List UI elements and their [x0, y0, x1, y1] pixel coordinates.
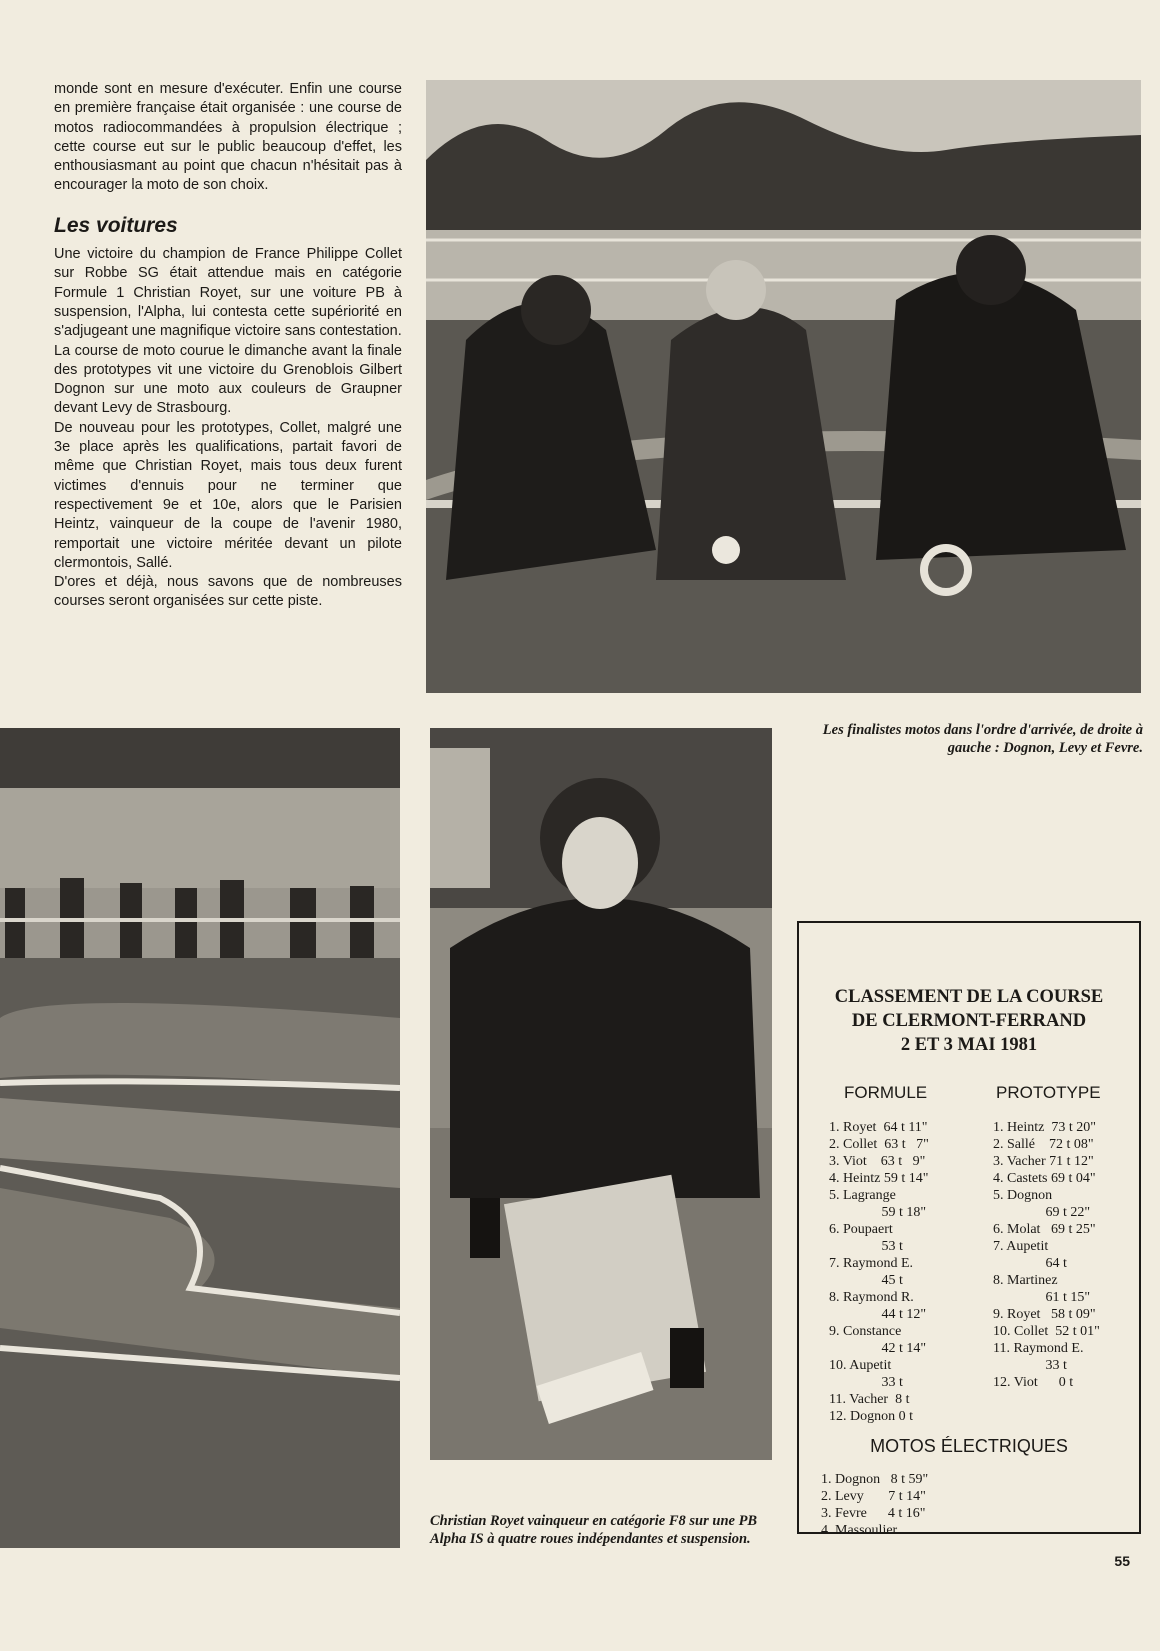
formule-list — [829, 1119, 929, 1425]
paragraph-closing: D'ores et déjà, nous savons que de nombreuses courses seront organisées sur cette piste. — [54, 574, 402, 610]
list-item: 5. Dognon — [993, 1188, 1053, 1203]
list-item: 1. Dognon 8 t 59" — [821, 1472, 929, 1487]
paragraph-intro: monde sont en mesure d'exécuter. Enfin une course en première française était organisée : une course de motos radiocommandées à propulsion électrique ; cette course eut sur le public beaucoup d'effet, les enthousiasmant au point que chacun n'hésitait pas à encourager la moto de son choix. — [54, 81, 402, 194]
list-item: 61 t 15" — [993, 1290, 1091, 1305]
list-item: 6. Poupaert — [829, 1222, 893, 1237]
list-item: 12. Dognon 0 t — [829, 1409, 913, 1424]
list-item: 33 t — [829, 1375, 903, 1390]
list-item: 8. Raymond R. — [829, 1290, 914, 1305]
list-item: 2. Collet 63 t 7" — [829, 1137, 929, 1152]
list-item: 7. Raymond E. — [829, 1256, 913, 1271]
list-item: 5. Lagrange — [829, 1188, 896, 1203]
list-item: 64 t — [993, 1256, 1067, 1271]
list-item: 4. Castets 69 t 04" — [993, 1171, 1096, 1186]
list-item: 4. Heintz 59 t 14" — [829, 1171, 929, 1186]
list-item: 69 t 22" — [993, 1205, 1091, 1220]
photo-moto-finalists — [426, 80, 1141, 693]
list-item: 11. Vacher 8 t — [829, 1392, 910, 1407]
list-item: 42 t 14" — [829, 1341, 927, 1356]
section-heading: Les voitures — [54, 213, 178, 237]
list-item: 53 t — [829, 1239, 903, 1254]
photo-christian-royet — [430, 728, 772, 1460]
motos-list — [821, 1471, 928, 1539]
results-table — [797, 921, 1141, 1538]
list-item: 9. Constance — [829, 1324, 902, 1339]
list-item: 1. Royet 64 t 11" — [829, 1120, 928, 1135]
list-item: 1. Heintz 73 t 20" — [993, 1120, 1096, 1135]
list-item: 2. Levy 7 t 14" — [821, 1489, 926, 1504]
page-number: 55 — [1114, 1553, 1130, 1569]
formule-heading: FORMULE — [844, 1083, 928, 1102]
photo-race-track — [0, 728, 400, 1548]
paragraph-motos: La course de moto courue le dimanche avant la finale des prototypes vit une victoire du Grenoblois Gilbert Dognon sur une moto aux couleurs de Graupner devant Levy de Strasbourg. — [54, 342, 402, 417]
list-item: 2. Sallé 72 t 08" — [993, 1137, 1094, 1152]
caption-christian-royet: Christian Royet vainqueur en catégorie F8 sur une PB Alpha IS à quatre roues indépendantes et suspension. — [430, 1513, 758, 1547]
list-item: 3. Vacher 71 t 12" — [993, 1154, 1094, 1169]
paragraph-prototypes: De nouveau pour les prototypes, Collet, malgré une 3e place après les qualifications, partait favori de même que Christian Royet, mais tous deux furent victimes d'ennuis pour ne terminer que respectivement 9e et 10e, alors que le Parisien Heintz, vainqueur de la coupe de l'avenir 1980, remportait une victoire méritée devant un pilote clermontois, Sallé. — [54, 419, 402, 571]
list-item: 12. Viot 0 t — [993, 1375, 1074, 1390]
list-item: 7. Aupetit — [993, 1239, 1049, 1254]
results-title: CLASSEMENT DE LA COURSE DE CLERMONT-FERRAND 2 ET 3 MAI 1981 — [834, 987, 1104, 1055]
list-item: 33 t — [993, 1358, 1067, 1373]
motos-heading: MOTOS ÉLECTRIQUES — [870, 1436, 1068, 1456]
list-item: 44 t 12" — [829, 1307, 927, 1322]
list-item: 3. Fevre 4 t 16" — [821, 1506, 926, 1521]
list-item: 10. Aupetit — [829, 1358, 892, 1373]
list-item: 59 t 18" — [829, 1205, 927, 1220]
list-item: 11. Raymond E. — [993, 1341, 1084, 1356]
list-item: 9. Royet 58 t 09" — [993, 1307, 1096, 1322]
list-item: 3. Viot 63 t 9" — [829, 1154, 926, 1169]
caption-moto-finalists: Les finalistes motos dans l'ordre d'arrivée, de droite à gauche : Dognon, Levy et Fevre. — [822, 722, 1143, 756]
list-item: 45 t — [829, 1273, 903, 1288]
paragraph-collet: Une victoire du champion de France Philippe Collet sur Robbe SG était attendue mais en catégorie Formule 1 Christian Royet, sur une voiture PB à suspension, l'Alpha, lui contesta cette supériorité en s'adjugeant une magnifique victoire sans contestation. — [54, 246, 402, 340]
article-text-column — [54, 80, 402, 612]
prototype-heading: PROTOTYPE — [996, 1083, 1101, 1102]
list-item: 8. Martinez — [993, 1273, 1058, 1288]
list-item: 4. Massoulier — [821, 1523, 898, 1538]
list-item: 6. Molat 69 t 25" — [993, 1222, 1096, 1237]
prototype-list — [993, 1119, 1100, 1391]
list-item: 10. Collet 52 t 01" — [993, 1324, 1100, 1339]
